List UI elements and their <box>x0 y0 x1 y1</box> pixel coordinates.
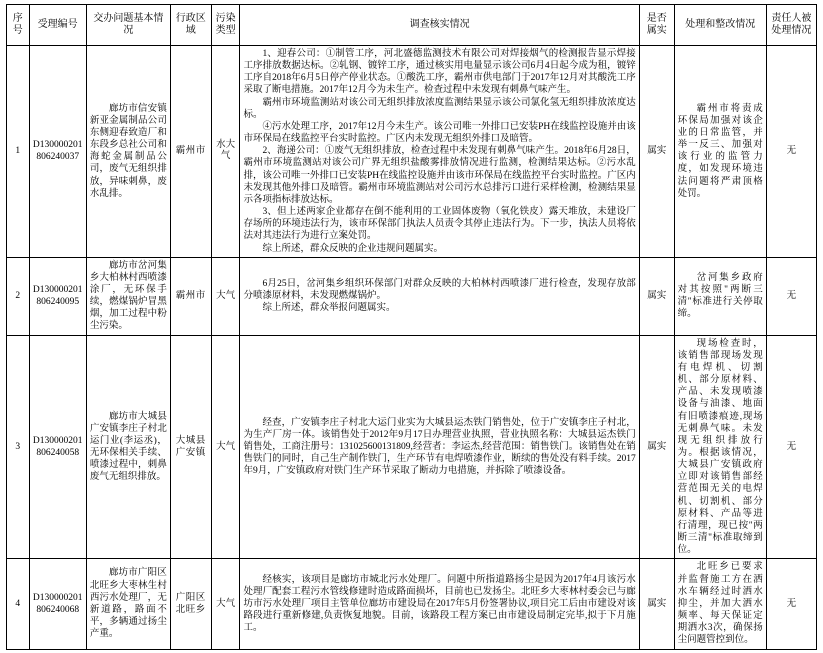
cell-region <box>170 46 211 258</box>
basic-text: 廊坊市广阳区北旺乡大枣林生村西污水处理厂，无新道路，路面不平，多辆通过扬尘产重。 <box>89 568 167 640</box>
investigation-paragraphs <box>243 417 635 478</box>
investigation-paragraph: 综上所述，群众反映的企业违规问题属实。 <box>262 243 443 254</box>
region-text: 大城县广安镇 <box>175 435 206 458</box>
investigation-paragraph: 综上所述，群众举报问题属实。 <box>262 303 396 314</box>
region-text: 霸州市 <box>175 146 206 157</box>
cell-seq: 1 <box>7 46 30 258</box>
cell-is-true: 属实 <box>639 559 674 649</box>
region-text: 霸州市 <box>175 291 206 302</box>
cell-case-code: D130000201806240068 <box>29 559 86 649</box>
cell-investigation <box>240 559 639 649</box>
basic-text: 廊坊市大城县广安镇李庄子村北运门业(李运丞)，无环保相关手续、喷漆过程中，刺鼻废气无组织排放。 <box>89 411 167 483</box>
cell-seq: 3 <box>7 335 30 559</box>
investigation-paragraph: 6月25日，岔河集乡组织环保部门对群众反映的大柏林村西喷漆厂进行检查，发现存放部分喷漆原材料，未发现燃煤锅炉。 <box>243 278 636 302</box>
cell-seq: 4 <box>7 559 30 649</box>
header-seq: 序号 <box>7 5 30 46</box>
cell-responsible: 无 <box>766 335 816 559</box>
cell-pollution-type <box>211 46 240 258</box>
investigation-paragraph: 2、海递公司：①废气无组织排放，检查过程中未发现有刺鼻气味产生。2018年6月28日，霸州市环境监测站对该公司广界无组织盐酸雾排放情况进行监测，检测结果达标。②污水乱排，该公司唯一外排口已安装PH在线监控设施并由该市环保局在线监控平台实时监控。广区内未发现其他外排口及暗管。霸州市环境监测站对公司污水总排污口进行采样检测，检测结果显示各项指标排放达标。 <box>243 146 636 205</box>
table-header-row <box>7 5 817 46</box>
investigation-paragraph: 霸州市环境监测站对该公司无组织排放浓度监测结果显示该公司氯化氢无组织排放浓度达标。 <box>243 97 636 120</box>
cell-case-code: D130000201806240037 <box>29 46 86 258</box>
cell-region <box>170 559 211 649</box>
cell-investigation <box>240 257 639 335</box>
table-row <box>7 559 817 649</box>
header-basic-situation: 交办问题基本情况 <box>86 5 170 46</box>
cell-case-code: D130000201806240095 <box>29 257 86 335</box>
header-is-true: 是否属实 <box>639 5 674 46</box>
region-text: 广阳区北旺乡 <box>175 592 206 615</box>
header-investigation: 调查核实情况 <box>240 5 639 46</box>
cell-basic-situation <box>86 257 170 335</box>
cell-responsible: 无 <box>766 257 816 335</box>
cell-handling <box>674 46 766 258</box>
cell-basic-situation <box>86 335 170 559</box>
cell-basic-situation <box>86 559 170 649</box>
handling-text: 北旺乡已要求并监督施工方在洒水车辆经过时洒水抑尘，并加大洒水频率、每天保证定期洒水3次，确保扬尘问题管控到位。 <box>677 562 763 646</box>
investigation-paragraph: 1、迎春公司：①制管工序，河北盛德监测技术有限公司对焊接烟气的检测报告显示焊接工序排放数据达标。②轧钢、镀锌工序，通过核实用电量显示该公司6月4日起今成为租，镀锌工序自2018年6月5日停产停业状态。①酸洗工序，霸州市供电部门于2017年12月对其酸洗工序采取了断电措施。2017年12月今为未生产。检查过程中未发现有刺鼻气味产生。 <box>243 49 636 96</box>
cell-region <box>170 257 211 335</box>
table-row <box>7 335 817 559</box>
cell-case-code: D130000201806240058 <box>29 335 86 559</box>
header-handling: 处理和整改情况 <box>674 5 766 46</box>
cell-basic-situation <box>86 46 170 258</box>
basic-text: 廊坊市岔河集乡大柏林村西喷漆涂厂，无环保手续，燃煤锅炉冒黑烟，加工过程中粉尘污染。 <box>89 260 167 332</box>
header-region: 行政区域 <box>170 5 211 46</box>
cell-responsible: 无 <box>766 559 816 649</box>
investigation-paragraph: ④污水处理工序，2017年12月今未生产。该公司唯一外排口已安装PH在线监控设施并由该市环保局在线监控平台实时监控。广区内未发现无组织外排口及暗管。 <box>243 121 636 145</box>
inspection-report-table <box>6 4 817 650</box>
investigation-paragraphs <box>243 278 635 314</box>
investigation-paragraph: 经查，广安镇李庄子村北大运门业实为大城县运杰铁门销售处，位于广安镇李庄子村北，为生产厂房一体。该销售处于2012年9月17日办理营业执照，营业执照名称：大城县运杰铁门销售处，工商注册号：131025600131809,经营者：李运杰,经营范围：销售铁门。该销售处在销售铁门的同时，自己生产制作铁门，生产环节有电焊喷漆作业，断续的售处没有料手续。2017年9月，广安镇政府对铁门生产环节采取了断动力电措施，并拆除了喷漆设备。 <box>243 417 636 477</box>
header-pollution-type: 污染类型 <box>211 5 240 46</box>
pollution-type-text: 大气 <box>216 441 236 452</box>
cell-pollution-type <box>211 335 240 559</box>
handling-text: 现场检查时，该销售部现场发现有电焊机、切割机、部分原材料、产品、未发现喷漆设备与油漆、地面有旧喷漆痕迹,现场无刺鼻气味。未发现无组织排放行为。根据该情况，大城县广安镇政府立即对该销售部经营范围无关的电焊机、切割机、部分原材料、产品等进行清理，现已按"两断三清"标准取缔到位。 <box>677 338 763 556</box>
cell-is-true: 属实 <box>639 335 674 559</box>
header-responsible: 责任人被处理情况 <box>766 5 816 46</box>
cell-seq: 2 <box>7 257 30 335</box>
handling-text: 岔河集乡政府对其按照"两断三清"标准进行关停取缔。 <box>677 272 763 320</box>
cell-investigation <box>240 46 639 258</box>
cell-handling <box>674 559 766 649</box>
pollution-type-text: 水大气 <box>216 140 236 162</box>
pollution-type-text: 大气 <box>216 291 236 302</box>
cell-handling <box>674 335 766 559</box>
investigation-paragraphs <box>243 48 635 255</box>
cell-is-true: 属实 <box>639 46 674 258</box>
handling-text: 霸州市将责成环保局加强对该企业的日常监管，并举一反三、加强对该行业的监管力度，如发现环境违法问题将严肃顶格处罚。 <box>677 103 763 199</box>
cell-region <box>170 335 211 559</box>
investigation-paragraph: 3、但上述两家企业都存在倒不能利用的工业固体废物（氧化铁皮）露天堆放，未建设厂存场所的环境违法行为，该市环保部门执法人员责令其停止违法行为。下一步，执法人员将依法对其违法行为进行立案处罚。 <box>243 207 636 242</box>
investigation-paragraph: 经核实，该项目是廊坊市城北污水处理厂。问题中所指道路扬尘是因为2017年4月该污水处理厂配套工程污水管线修建时造成路面损坏，目前也已发扬尘。北旺乡大枣林村委会已与廊坊市污水处理厂项目主管单位廊坊市建设局在2017年5月份签署协议,项目完工后由市建设对该路段进行重新修建,负责恢复地貌。目前，该路段工程方案已由市建设局制定完毕,拟于下月施工。 <box>243 574 636 634</box>
header-case-code: 受理编号 <box>29 5 86 46</box>
basic-text: 廊坊市信安镇新亚金属制品公司东侧迎春致造厂和东段乡总社公司和海蛇金属制品公司，废气无组织排放，异味刺鼻，废水乱排。 <box>89 103 167 199</box>
investigation-paragraphs <box>243 574 635 635</box>
pollution-type-text: 大气 <box>216 598 236 609</box>
cell-pollution-type <box>211 559 240 649</box>
table-row <box>7 257 817 335</box>
cell-investigation <box>240 335 639 559</box>
cell-responsible: 无 <box>766 46 816 258</box>
cell-handling <box>674 257 766 335</box>
cell-is-true: 属实 <box>639 257 674 335</box>
cell-pollution-type <box>211 257 240 335</box>
table-row <box>7 46 817 258</box>
